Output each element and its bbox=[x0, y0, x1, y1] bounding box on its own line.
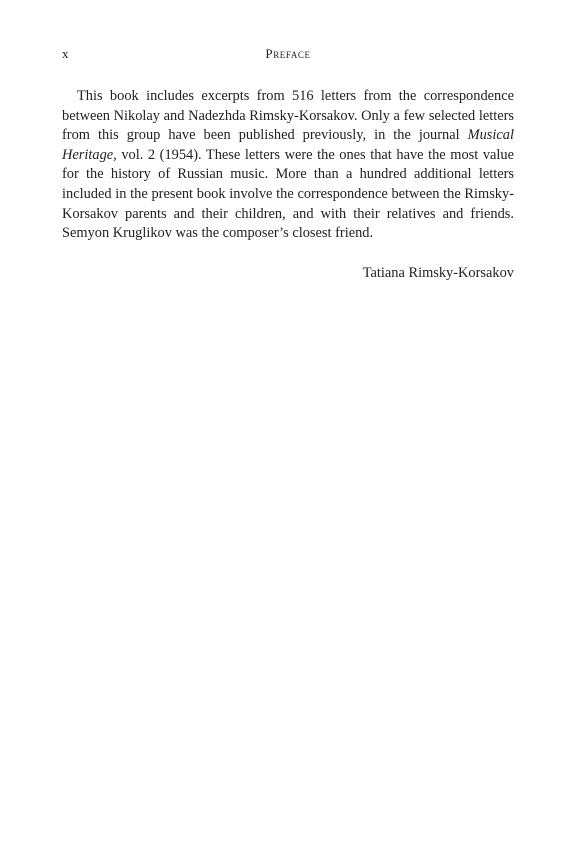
paragraph-text-start: This book includes excerpts from 516 letters from the correspondence between Nikolay and Nadezhda Rimsky-Korsakov. Only a few selected letters from this group have been published previously, in the journal bbox=[62, 88, 514, 144]
section-title: Preface bbox=[265, 46, 311, 61]
page-number: x bbox=[62, 46, 69, 61]
journal-title: Musical Heritage, bbox=[62, 127, 514, 163]
paragraph-text-end: vol. 2 (1954). These letters were the ones that have the most value for the history of Russian music. More than a hundred additional letters included in the present book involve the correspondence between the Rimsky-Korsakov parents and their children, and with their relatives and friends. Semyon Kruglikov was the composer’s closest friend. bbox=[62, 146, 514, 242]
preface-paragraph bbox=[62, 87, 514, 244]
running-head bbox=[62, 46, 514, 66]
author-signature: Tatiana Rimsky-Korsakov bbox=[362, 265, 514, 281]
